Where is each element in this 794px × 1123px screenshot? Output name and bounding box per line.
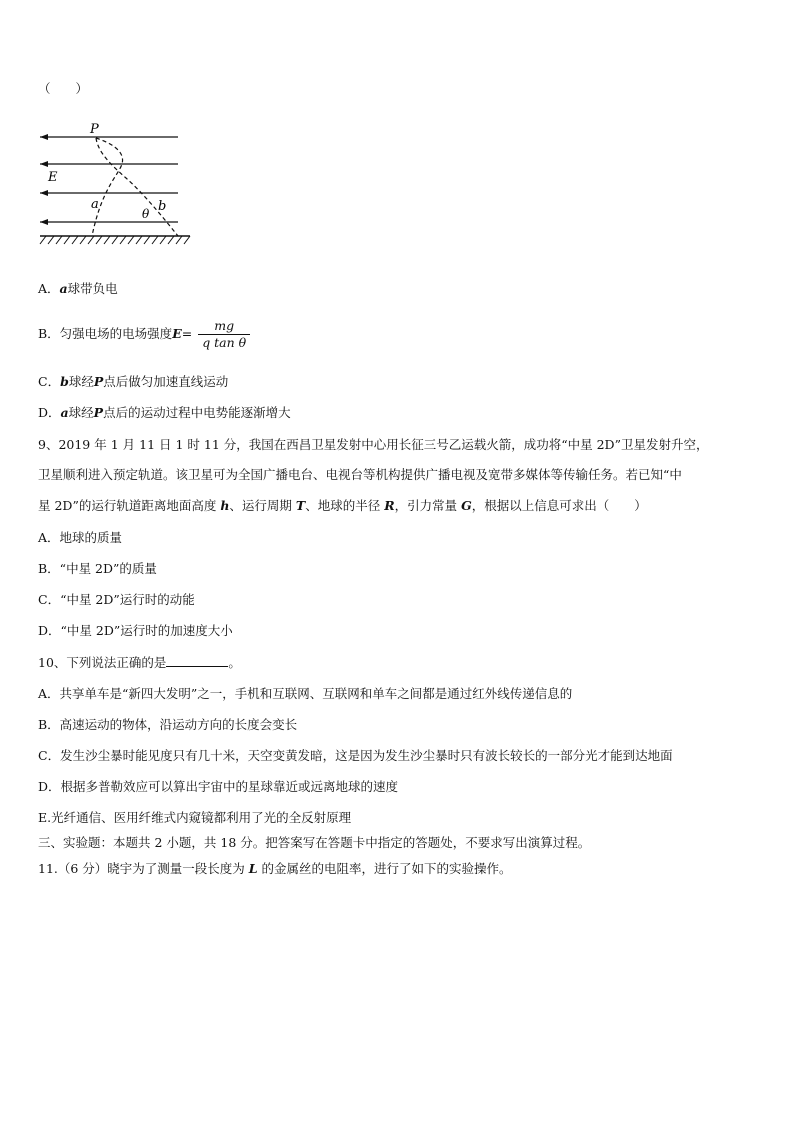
q10-option-b: B．高速运动的物体，沿运动方向的长度会变长 bbox=[38, 717, 298, 732]
label-b: b bbox=[158, 199, 167, 214]
q8-option-c: C．b球经P点后做匀加速直线运动 bbox=[38, 374, 229, 389]
electric-field-formula: $\frac{mg}{\text{q tan θ}}$ bbox=[198, 318, 250, 351]
q10-option-d: D．根据多普勒效应可以算出宇宙中的星球靠近或远离地球的速度 bbox=[38, 779, 399, 794]
electric-field-figure bbox=[38, 118, 198, 248]
q8-option-b: B．匀强电场的电场强度E= $\frac{mg}{\text{q tan θ}}$ bbox=[38, 318, 250, 351]
label-E: E bbox=[48, 170, 58, 185]
section-3-heading: 三、实验题：本题共 2 小题，共 18 分。把答案写在答题卡中指定的答题处，不要求写出演算过程。 bbox=[38, 835, 591, 850]
q9-option-d: D．“中星 2D”运行时的加速度大小 bbox=[38, 623, 233, 638]
answer-blank bbox=[166, 654, 228, 667]
q10-option-a: A．共享单车是“新四大发明”之一，手机和互联网、互联网和单车之间都是通过红外线传递信息的 bbox=[38, 686, 573, 701]
q8-option-d: D．a球经P点后的运动过程中电势能逐渐增大 bbox=[38, 405, 291, 420]
q8-option-a: A．a球带负电 bbox=[38, 281, 118, 296]
q9-option-a: A．地球的质量 bbox=[38, 530, 123, 545]
q9-stem-line1: 9、2019 年 1 月 11 日 1 时 11 分，我国在西昌卫星发射中心用长征三号乙运载火箭，成功将“中星 2D”卫星发射升空， bbox=[38, 437, 709, 452]
q10-stem: 10、下列说法正确的是 。 bbox=[38, 655, 241, 670]
trajectory-a bbox=[92, 138, 123, 236]
q10-option-c: C．发生沙尘暴时能见度只有几十米，天空变黄发暗，这是因为发生沙尘暴时只有波长较长的一部分光才能到达地面 bbox=[38, 748, 673, 763]
q9-stem-line2: 卫星顺利进入预定轨道。该卫星可为全国广播电台、电视台等机构提供广播电视及宽带多媒体等传输任务。若已知“中 bbox=[38, 467, 682, 482]
label-theta: θ bbox=[142, 207, 150, 221]
q9-option-c: C．“中星 2D”运行时的动能 bbox=[38, 592, 195, 607]
trajectory-b bbox=[96, 138, 178, 236]
label-P: P bbox=[90, 122, 99, 137]
q9-option-b: B．“中星 2D”的质量 bbox=[38, 561, 157, 576]
q9-stem-line3: 星 2D”的运行轨道距离地面高度 h、运行周期 T、地球的半径 R，引力常量 G，根据以上信息可求出（ ） bbox=[38, 498, 647, 513]
answer-paren: （ ） bbox=[38, 81, 89, 96]
q11-stem: 11.（6 分）晓宇为了测量一段长度为 L 的金属丝的电阻率，进行了如下的实验操作。 bbox=[38, 861, 512, 876]
label-a: a bbox=[91, 197, 99, 212]
q10-option-e: E.光纤通信、医用纤维式内窥镜都利用了光的全反射原理 bbox=[38, 810, 352, 825]
